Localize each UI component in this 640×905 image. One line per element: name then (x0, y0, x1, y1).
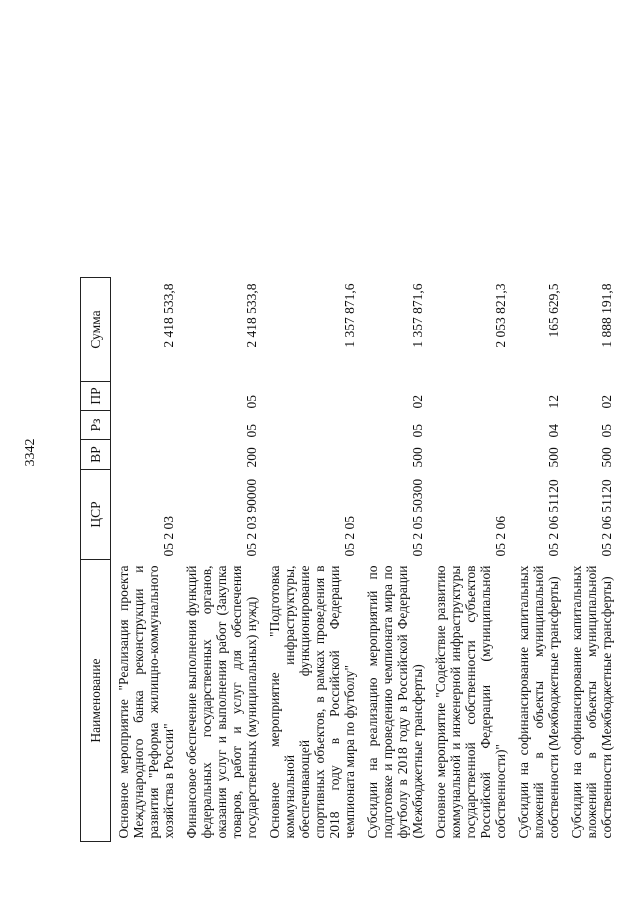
row-csr: 05 2 05 50300 (410, 478, 425, 557)
row-csr: 05 2 06 51120 (599, 479, 614, 557)
header-vr: ВР (81, 440, 111, 470)
row-sum: 1 357 871,6 (410, 283, 425, 348)
row-pr (429, 382, 512, 411)
row-name: Основное мероприятие "Подготовка коммунальной инфраструктуры, обеспечивающей функционирование спортивных объектов, в рамках проведения в 2018 году в Российской Федерации чемпионата мира по футболу" (267, 565, 357, 839)
row-sum: 2 418 533,8 (244, 283, 259, 348)
row-pr: 02 (410, 395, 425, 409)
budget-table (80, 277, 618, 842)
row-pr: 12 (546, 395, 561, 409)
row-name: Основное мероприятие "Реализация проекта Международного банка реконструкции и развития "Реформа жилищно-коммунального хозяйства в России" (116, 565, 176, 839)
row-csr: 05 2 06 (493, 516, 508, 557)
table-body (111, 278, 619, 842)
row-vr (111, 440, 181, 470)
row-pr (263, 382, 361, 411)
table-row (565, 278, 618, 842)
table-row (180, 278, 263, 842)
header-rz: Рз (81, 411, 111, 440)
row-sum: 2 418 533,8 (161, 283, 176, 348)
table-row (263, 278, 361, 842)
row-csr: 05 2 03 (161, 516, 176, 557)
row-vr (429, 440, 512, 470)
row-csr: 05 2 03 90000 (244, 478, 259, 557)
row-rz: 05 (244, 424, 259, 438)
row-sum: 165 629,5 (546, 283, 561, 338)
row-csr: 05 2 06 51120 (546, 479, 561, 557)
page-number: 3342 (23, 438, 38, 467)
row-vr: 200 (244, 447, 259, 468)
table-row (429, 278, 512, 842)
row-csr: 05 2 05 (342, 516, 357, 557)
row-rz (111, 411, 181, 440)
row-name: Основное мероприятие "Содействие развитию коммунальной и инженерной инфраструктуры государственной собственности субъектов Российской Федерации (муниципальной собственности)" (433, 565, 508, 839)
row-sum: 1 357 871,6 (342, 283, 357, 348)
row-pr (111, 382, 181, 411)
row-sum: 2 053 821,3 (493, 283, 508, 348)
header-pr: ПР (81, 382, 111, 411)
row-vr (263, 440, 361, 470)
row-vr: 500 (410, 447, 425, 468)
table-header (81, 278, 111, 842)
row-pr: 02 (599, 395, 614, 409)
row-pr: 05 (244, 395, 259, 409)
header-name: Наименование (81, 560, 111, 842)
row-vr: 500 (599, 447, 614, 468)
row-rz: 04 (546, 424, 561, 438)
row-rz: 05 (599, 424, 614, 438)
row-name: Финансовое обеспечение выполнения функций федеральных государственных органов, оказания услуг и выполнения работ (Закупка товаров, работ и услуг для обеспечения государственных (муниципальных) нужд) (184, 565, 259, 839)
row-name: Субсидии на софинансирование капитальных вложений в объекты муниципальной собственности (Межбюджетные трансферты) (569, 565, 614, 839)
header-sum: Сумма (81, 278, 111, 382)
table-row (512, 278, 565, 842)
row-rz (263, 411, 361, 440)
row-rz: 05 (410, 424, 425, 438)
row-rz (429, 411, 512, 440)
header-csr: ЦСР (81, 470, 111, 560)
row-name: Субсидии на софинансирование капитальных вложений в объекты муниципальной собственности (Межбюджетные трансферты) (516, 565, 561, 839)
row-vr: 500 (546, 447, 561, 468)
row-name: Субсидии на реализацию мероприятий по подготовке и проведению чемпионата мира по футболу в 2018 году в Российской Федерации (Межбюджетные трансферты) (365, 565, 425, 839)
table-row (111, 278, 181, 842)
row-sum: 1 888 191,8 (599, 283, 614, 348)
table-row (361, 278, 429, 842)
